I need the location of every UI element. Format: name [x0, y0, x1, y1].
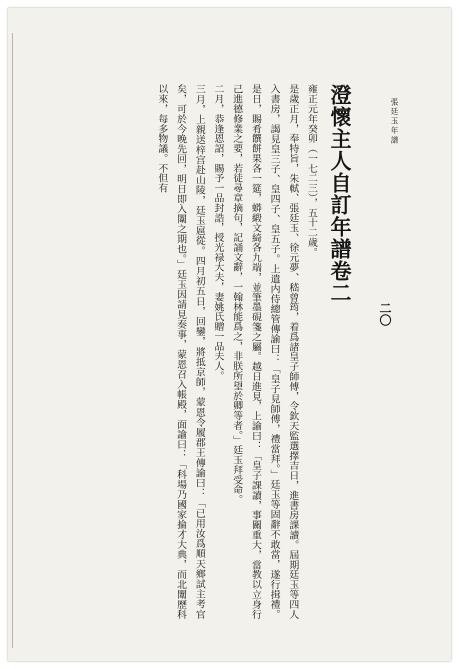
main-text-block — [56, 84, 360, 619]
entry-paragraph: 是歲正月，奉特旨，朱軾、張廷玉、徐元夢、嵇曾筠，着爲諸皇子師傅，令欽天監選擇吉日，進書房課讀。屆期廷玉等四人入書房，謁見皇三子、皇四子、皇五子。上遣内侍總管傳諭曰：「皇子見師傅，禮當拜。」廷玉等固辭不敢當，遂行揖禮。是日，賜肴饌餅果各一筵，蟒緞文綺各九端，並筆墨硯箋之屬。越日進見，上諭曰：「皇子課讀，事關重大，當教以立身行己進德修業之要，若徒尋章摘句，記誦文辭，一翰林能爲之，非朕所望於卿等者。」廷玉拜受命。 — [231, 84, 299, 619]
scan-edge-line — [12, 33, 13, 648]
entry-paragraph: 二月，恭逢恩詔，賜予一品封誥，授光禄大夫，妻姚氏贈一品夫人。 — [212, 84, 224, 381]
book-page — [8, 8, 451, 661]
entry-paragraph: 三月，上親送梓宫赴山陵，廷玉扈從。四月初五日，回鑾，將抵京師，蒙恩令履郡王傳諭曰：「已用汝爲順天鄉試主考官矣，可於今晚先回，明日即入闈之期也。」廷玉因請見奏事，蒙恩召入帳殿，面諭曰：「科場乃國家掄才大典，而北闈歷科以來，每多物議。不但有 — [156, 84, 205, 619]
book-title: 澄懷主人自訂年譜卷二 — [328, 84, 353, 304]
page-number: 二〇 — [378, 302, 392, 326]
body-text — [152, 84, 320, 619]
running-head: 張廷玉年譜 — [390, 98, 399, 146]
entry-year-heading: 雍正元年癸卯（一七二三），五十二歲。 — [306, 84, 317, 258]
